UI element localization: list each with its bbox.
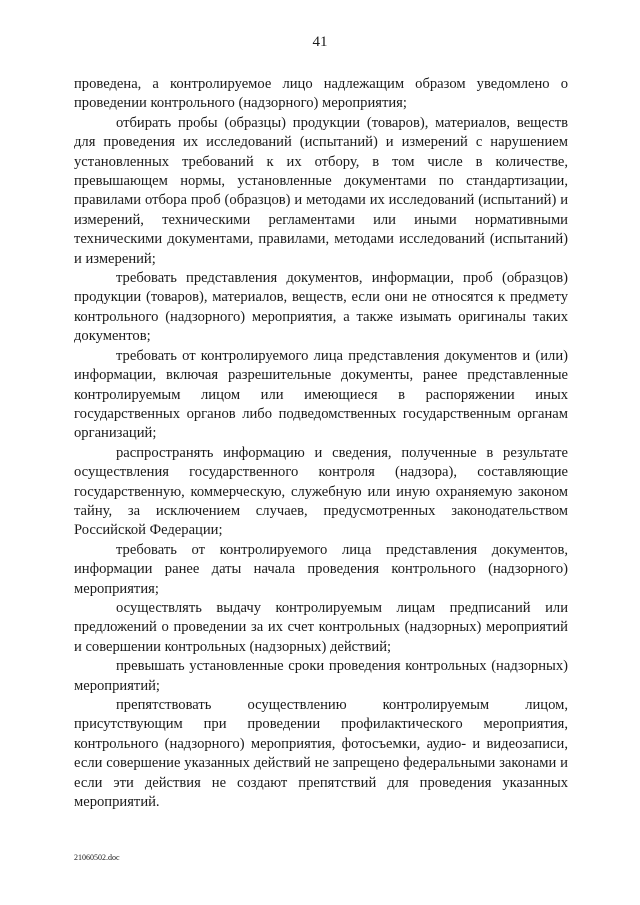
paragraph: отбирать пробы (образцы) продукции (товаров), материалов, веществ для проведения их исследований (испытаний) и измерений с нарушением установленных требований к их отбору, в том числе в количестве, превышающем нормы, установленные документами по стандартизации, правилами отбора проб (образцов) и методами их исследований (испытаний) и измерений, техническими регламентами или иными нормативными техническими документами, правилами, методами исследований (испытаний) и измерений;	[74, 114, 568, 267]
page-number: 41	[312, 34, 328, 50]
paragraph: требовать представления документов, информации, проб (образцов) продукции (товаров), материалов, веществ, если они не относятся к предмету контрольного (надзорного) мероприятия, а также изымать оригиналы таких документов;	[74, 270, 568, 345]
paragraph: превышать установленные сроки проведения контрольных (надзорных) мероприятий;	[74, 658, 568, 694]
paragraph: распространять информацию и сведения, полученные в результате осуществления государственного контроля (надзора), составляющие государственную, коммерческую, служебную или иную охраняемую законом тайну, за исключением случаев, предусмотренных законодательством Российской Федерации;	[74, 444, 568, 539]
paragraph: препятствовать осуществлению контролируемым лицом, присутствующим при проведении профилактического мероприятия, контрольного (надзорного) мероприятия, фотосъемки, аудио- и видеозаписи, если совершение указанных действий не запрещено федеральными законами и если эти действия не создают препятствий для проведения указанных мероприятий.	[74, 697, 568, 811]
paragraph: требовать от контролируемого лица представления документов и (или) информации, включая разрешительные документы, ранее представленные контролируемым лицом или имеющиеся в распоряжении иных государственных органов либо подведомственных государственным органам организаций;	[74, 347, 568, 442]
footer-filename: 21060502.doc	[74, 853, 120, 862]
paragraph-continuation: проведена, а контролируемое лицо надлежащим образом уведомлено о проведении контрольного (надзорного) мероприятия;	[74, 76, 568, 112]
document-body	[74, 75, 568, 812]
paragraph: осуществлять выдачу контролируемым лицам предписаний или предложений о проведении за их счет контрольных (надзорных) мероприятий и совершении контрольных (надзорных) действий;	[74, 599, 568, 655]
paragraph: требовать от контролируемого лица представления документов, информации ранее даты начала проведения контрольного (надзорного) мероприятия;	[74, 541, 568, 597]
